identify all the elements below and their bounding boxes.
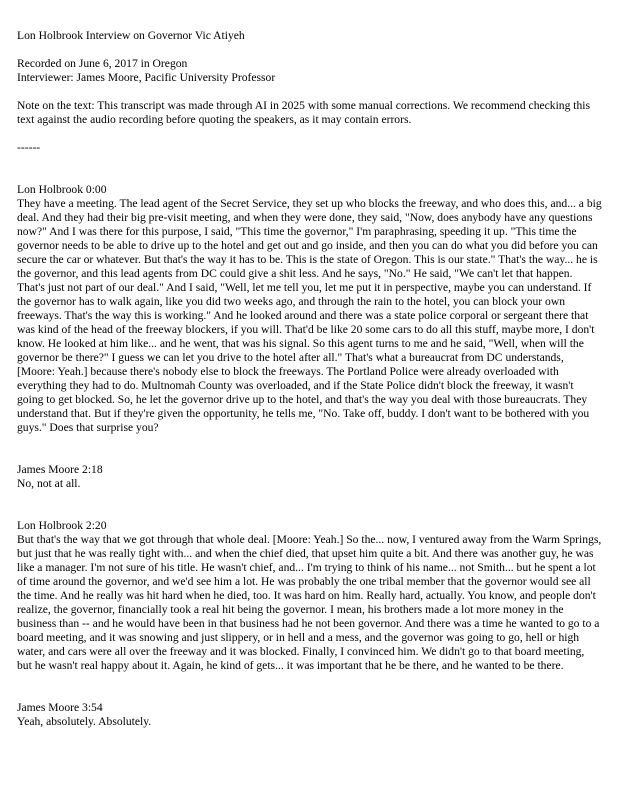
recorded-line: Recorded on June 6, 2017 in Oregon xyxy=(17,57,188,70)
speaker-timestamp: Lon Holbrook 2:20 xyxy=(17,519,107,532)
document-title: Lon Holbrook Interview on Governor Vic Atiyeh xyxy=(17,29,245,42)
segment-text: Yeah, absolutely. Absolutely. xyxy=(17,715,152,728)
transcript-segment xyxy=(17,519,602,673)
transcript-segment xyxy=(17,701,602,729)
segment-text: They have a meeting. The lead agent of the Secret Service, they set up who blocks the freeway, and who does this, and... a big deal. And they had their big pre-visit meeting, and when they were done, they said, "Now, does anybody have any questions now?" And I was there for this purpose, I said, "This time the governor," I'm paraphrasing, speeding it up. "This time the governor needs to be able to drive up to the hotel and get out and go inside, and then you can do what you did before you can secure the car or whatever. But that's the way it has to be. This is the state of Oregon. This is our state." That's the way... he is the governor, and this lead agents from DC could give a shit less. And he says, "No." He said, "We can't let that happen. That's just not part of our deal." And I said, "Well, let me tell you, let me put it in perspective, maybe you can understand. If the governor has to walk again, like you did two weeks ago, and through the rain to the hotel, you can block your own freeways. That's the way this is working." And he looked around and there was a state police corporal or sergeant there that was kind of the head of the freeway blockers, if you will. That'd be like 20 some cars to do all this stuff, maybe more, I don't know. He looked at him like... and he went, that was his signal. So this agent turns to me and he said, "Well, when will the governor be there?" I guess we can let you drive to the hotel after all." That's what a bureaucrat from DC understands, [Moore: Yeah.] because there's nobody else to block the freeways. The Portland Police were already overloaded with everything they had to do. Multnomah County was overloaded, and if the State Police didn't block the freeway, it wasn't going to get blocked. So, he let the governor drive up to the hotel, and that's the way you deal with those bureaucrats. They understand that. But if they're given the opportunity, he tells me, "No. Take off, buddy. I don't want to be bothered with you guys." Does that surprise you? xyxy=(17,197,602,434)
speaker-timestamp: Lon Holbrook 0:00 xyxy=(17,183,107,196)
transcript-segment xyxy=(17,463,602,491)
transcript-note: Note on the text: This transcript was made through AI in 2025 with some manual corrections. We recommend checking this text against the audio recording before quoting the speakers, as it may contain errors. xyxy=(17,99,591,126)
recording-info xyxy=(17,57,602,85)
interviewer-line: Interviewer: James Moore, Pacific University Professor xyxy=(17,71,276,84)
segment-text: No, not at all. xyxy=(17,477,81,490)
separator: ------ xyxy=(17,141,41,154)
speaker-timestamp: James Moore 3:54 xyxy=(17,701,103,714)
segment-text: But that's the way that we got through that whole deal. [Moore: Yeah.] So the... now, I ventured away from the Warm Springs, but just that he was really tight with... and when the chief died, that upset him quite a bit. And there was another guy, he was like a manager. I'm not sure of his title. He wasn't chief, and... I'm trying to think of his name... not Smith... but he spent a lot of time around the governor, and we'd see him a lot. He was probably the one tribal member that the governor would see all the time. And he really was hit hard when he died, too. It was hard on him. Really hard, actually. You know, and people don't realize, the governor, financially took a real hit being the governor. I mean, his brothers made a lot more money in the business than -- and he would have been in that business had he not been governor. And there was a time he wanted to go to a board meeting, and it was snowing and just slippery, or in hell and a mess, and the governor was going to go, hell or high water, and cars were all over the freeway and it was blocked. Finally, I convinced him. We didn't go to that board meeting, but he wasn't real happy about it. Again, he kind of gets... it was important that he be there, and he wanted to be there. xyxy=(17,533,602,672)
transcript-segment xyxy=(17,183,602,435)
speaker-timestamp: James Moore 2:18 xyxy=(17,463,103,476)
